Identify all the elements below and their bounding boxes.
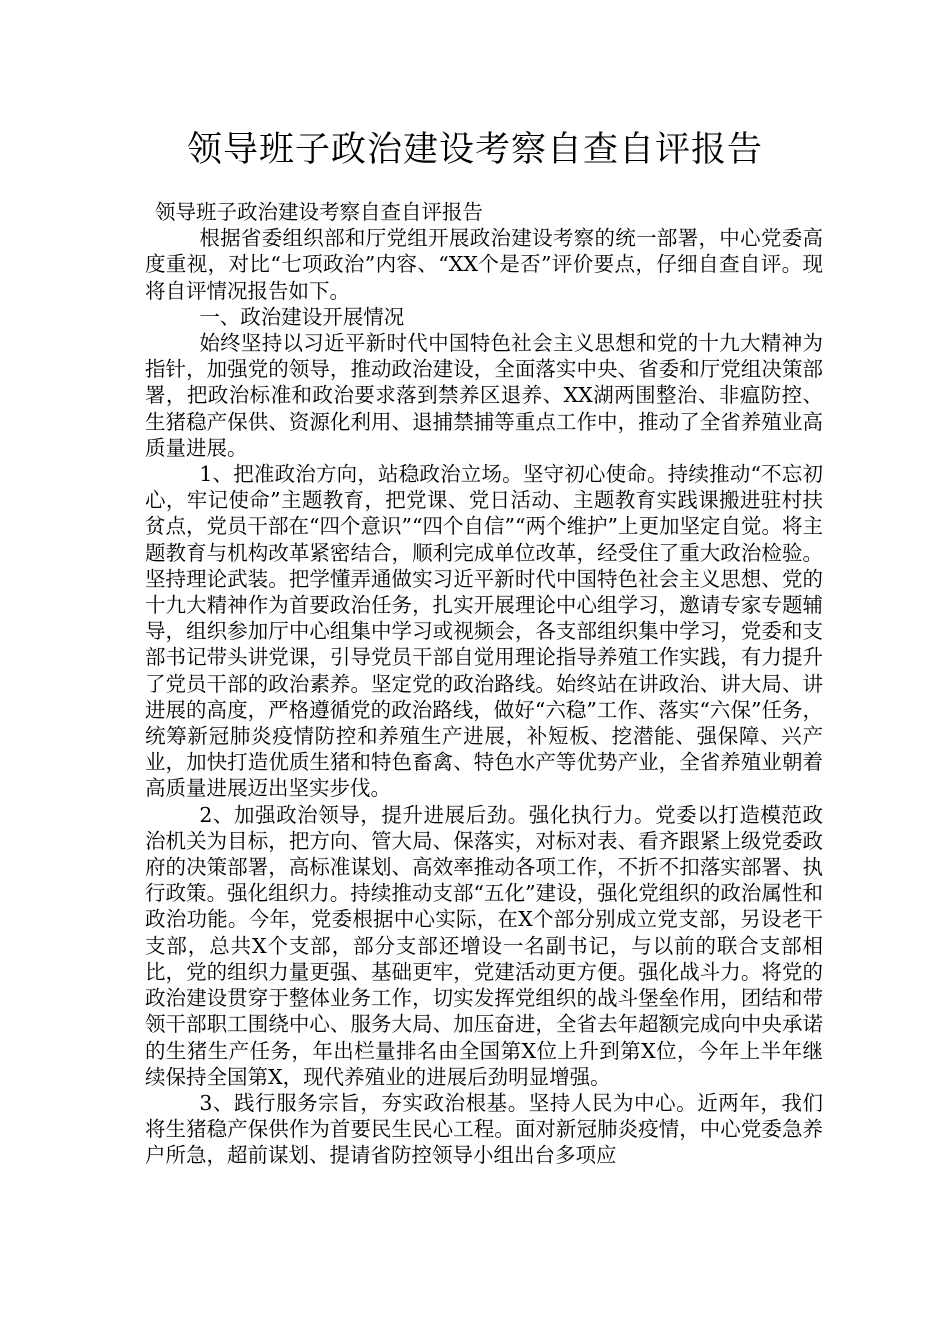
body-paragraph: 始终坚持以习近平新时代中国特色社会主义思想和党的十九大精神为指针，加强党的领导，推动政治建设，全面落实中央、省委和厅党组决策部署，把政治标准和政治要求落到禁养区退养、XX湖两围整治、非瘟防控、生猪稳产保供、资源化利用、退捕禁捕等重点工作中，推动了全省养殖业高质量进展。 [145,331,823,460]
body-paragraph: 1、把准政治方向，站稳政治立场。坚守初心使命。持续推动“不忘初心，牢记使命”主题教育，把党课、党日活动、主题教育实践课搬进驻村扶贫点，党员干部在“四个意识”“四个自信”“两个维护”上更加坚定自觉。将主题教育与机构改革紧密结合，顺利完成单位改革，经受住了重大政治检验。坚持理论武装。把学懂弄通做实习近平新时代中国特色社会主义思想、党的十九大精神作为首要政治任务，扎实开展理论中心组学习，邀请专家专题辅导，组织参加厅中心组集中学习或视频会，各支部组织集中学习，党委和支部书记带头讲党课，引导党员干部自觉用理论指导养殖工作实践，有力提升了党员干部的政治素养。坚定党的政治路线。始终站在讲政治、讲大局、讲进展的高度，严格遵循党的政治路线，做好“六稳”工作、落实“六保”任务，统筹新冠肺炎疫情防控和养殖生产进展，补短板、挖潜能、强保障、兴产业，加快打造优质生猪和特色畜禽、特色水产等优势产业，全省养殖业朝着高质量进展迈出坚实步伐。 [145,462,823,801]
document-subtitle: 领导班子政治建设考察自查自评报告 [155,200,483,224]
document-body [145,199,823,1169]
section-heading: 一、政治建设开展情况 [199,304,405,329]
intro-paragraph: 根据省委组织部和厅党组开展政治建设考察的统一部署，中心党委高度重视，对比“七项政治”内容、“XX个是否”评价要点，仔细自查自评。现将自评情况报告如下。 [145,226,823,303]
document-title: 领导班子政治建设考察自查自评报告 [186,130,763,170]
body-paragraph: 3、践行服务宗旨，夯实政治根基。坚持人民为中心。近两年，我们将生猪稳产保供作为首要民生民心工程。面对新冠肺炎疫情，中心党委急养户所急，超前谋划、提请省防控领导小组出台多项应 [145,1090,823,1168]
body-paragraph: 2、加强政治领导，提升进展后劲。强化执行力。党委以打造模范政治机关为目标，把方向、管大局、保落实，对标对表、看齐跟紧上级党委政府的决策部署，高标准谋划、高效率推动各项工作，不折不扣落实部署、执行政策。强化组织力。持续推动支部“五化”建设，强化党组织的政治属性和政治功能。今年，党委根据中心实际，在X个部分别成立党支部，另设老干支部，总共X个支部，部分支部还增设一名副书记，与以前的联合支部相比，党的组织力量更强、基础更牢，党建活动更方便。强化战斗力。将党的政治建设贯穿于整体业务工作，切实发挥党组织的战斗堡垒作用，团结和带领干部职工围绕中心、服务大局、加压奋进，全省去年超额完成向中央承诺的生猪生产任务，年出栏量排名由全国第X位上升到第X位，今年上半年继续保持全国第X，现代养殖业的进展后劲明显增强。 [145,802,823,1089]
